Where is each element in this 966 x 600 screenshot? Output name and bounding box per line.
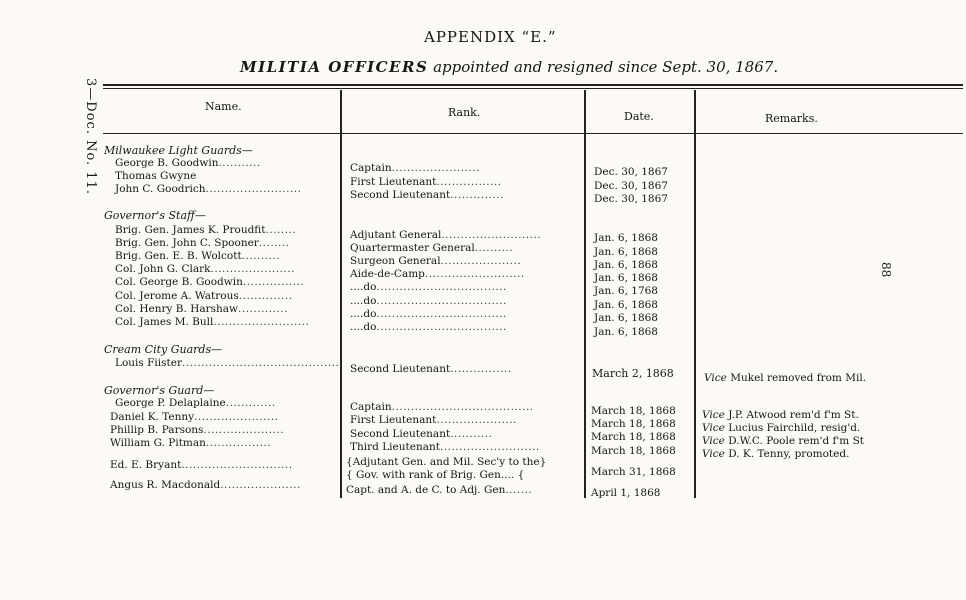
top-rule [103,84,963,86]
officer-date: Jan. 6, 1868 [594,312,658,324]
officer-rank: Aide-de-Camp.......................... [350,268,525,280]
section-title: Milwaukee Light Guards— [104,144,253,157]
officer-rank: Second Lieutenant.............. [350,189,504,201]
officer-rank: ....do.................................. [350,308,507,320]
table-row: John C. Goodrich......................... [115,183,302,195]
officer-name: George B. Goodwin [115,157,219,169]
officer-date: Dec. 30, 1867 [594,193,668,205]
officer-name: Ed. E. Bryant [110,459,182,471]
officer-date: March 18, 1868 [591,431,676,443]
officer-rank: Captain..................................... [350,401,534,413]
table-row: Col. Henry B. Harshaw............. [115,303,288,315]
margin-document-number: 3—Doc. No. 11. [83,78,98,195]
table-row: Col. John G. Clark...................... [115,263,295,275]
officer-date: Jan. 6, 1868 [594,246,658,258]
header-name: Name. [205,100,242,113]
officer-name: Brig. Gen. E. B. Wolcott [115,250,242,262]
officer-name: Col. Henry B. Harshaw [115,303,239,315]
officer-name: John C. Goodrich [115,183,206,195]
table-row: Angus R. Macdonald..................... [110,479,301,491]
table-row: Daniel K. Tenny...................... [110,411,279,423]
subtitle-caps: MILITIA OFFICERS [240,58,429,76]
officer-name: Col. John G. Clark [115,263,211,275]
officer-rank: First Lieutenant..................... [350,414,517,426]
header-remarks: Remarks. [765,112,818,125]
officer-rank: Third Lieutenant.......................... [350,441,540,453]
page-number: 88 [879,262,893,278]
officer-rank: Surgeon General..................... [350,255,522,267]
officer-rank: Second Lieutenant........... [350,428,493,440]
officer-rank-continued: { Gov. with rank of Brig. Gen.... { [346,469,525,481]
section-title: Governor's Guard— [104,384,215,397]
officer-name: Col. George B. Goodwin [115,276,243,288]
top-rule-thin [103,88,963,89]
table-row: Louis Fiister......................................... [115,357,340,369]
officer-date: Dec. 30, 1867 [594,166,668,178]
table-row: Phillip B. Parsons..................... [110,424,285,436]
remark: Vice Lucius Fairchild, resig'd. [702,422,861,434]
officer-date: March 18, 1868 [591,445,676,457]
officer-date: Jan. 6, 1868 [594,299,658,311]
officer-date: Jan. 6, 1768 [594,285,658,297]
officer-rank: First Lieutenant................. [350,176,502,188]
officer-rank: Second Lieutenant................ [350,363,512,375]
header-rule [103,133,963,134]
header-rank: Rank. [448,106,481,119]
table-row: George P. Delaplaine............. [115,397,276,409]
officer-date: Jan. 6, 1868 [594,259,658,271]
officer-rank: Adjutant General.......................... [350,229,542,241]
column-divider-rank [340,90,342,498]
officer-rank: {Adjutant Gen. and Mil. Sec'y to the} [346,456,547,468]
officer-name: Brig. Gen. John C. Spooner [115,237,259,249]
officer-date: Jan. 6, 1868 [594,272,658,284]
table-row: Col. James M. Bull......................... [115,316,310,328]
page-title: APPENDIX “E.” [424,28,557,46]
officer-name: Angus R. Macdonald [110,479,221,491]
officer-date: Dec. 30, 1867 [594,180,668,192]
officer-rank: ....do.................................. [350,295,507,307]
remark: Vice D.W.C. Poole rem'd f'm St [702,435,865,447]
officer-date: March 18, 1868 [591,418,676,430]
table-row: Brig. Gen. E. B. Wolcott.......... [115,250,281,262]
officer-date: March 2, 1868 [592,367,674,380]
remark: Vice D. K. Tenny, promoted. [702,448,850,460]
officer-rank: Quartermaster General.......... [350,242,514,254]
table-row: George B. Goodwin........... [115,157,261,169]
officer-date: March 31, 1868 [591,466,676,478]
officer-date: Jan. 6, 1868 [594,326,658,338]
officer-name: Col. James M. Bull [115,316,214,328]
officer-name: Daniel K. Tenny [110,411,195,423]
remark: Vice Mukel removed from Mil. [704,372,867,384]
officer-date: Jan. 6, 1868 [594,232,658,244]
officer-name: George P. Delaplaine [115,397,226,409]
page-subtitle [240,58,778,76]
officer-name: Phillip B. Parsons [110,424,204,436]
section-title: Governor's Staff— [104,209,206,222]
officer-rank: ....do.................................. [350,321,507,333]
officer-date: April 1, 1868 [591,487,661,499]
column-divider-remarks [694,90,696,498]
section-title: Cream City Guards— [104,343,223,356]
table-row: Ed. E. Bryant............................. [110,459,293,471]
subtitle-rest: appointed and resigned since Sept. 30, 1867. [433,58,779,76]
officer-rank: ....do.................................. [350,281,507,293]
column-divider-date [584,90,586,498]
officer-name: Louis Fiister [115,357,182,369]
officer-name: Col. Jerome A. Watrous [115,290,239,302]
officer-name: Thomas Gwyne [115,170,197,182]
table-row: Brig. Gen. John C. Spooner........ [115,237,290,249]
officer-name: William G. Pitman [110,437,206,449]
table-row: Brig. Gen. James K. Proudfit........ [115,224,297,236]
table-row: Col. George B. Goodwin................ [115,276,305,288]
remark: Vice J.P. Atwood rem'd f'm St. [702,409,859,421]
header-date: Date. [624,110,654,123]
table-row [115,170,196,182]
officer-name: Brig. Gen. James K. Proudfit [115,224,266,236]
table-row: William G. Pitman................. [110,437,272,449]
officer-date: March 18, 1868 [591,405,676,417]
officer-rank: Captain....................... [350,162,480,174]
officer-rank: Capt. and A. de C. to Adj. Gen....... [346,484,533,496]
table-row: Col. Jerome A. Watrous.............. [115,290,293,302]
